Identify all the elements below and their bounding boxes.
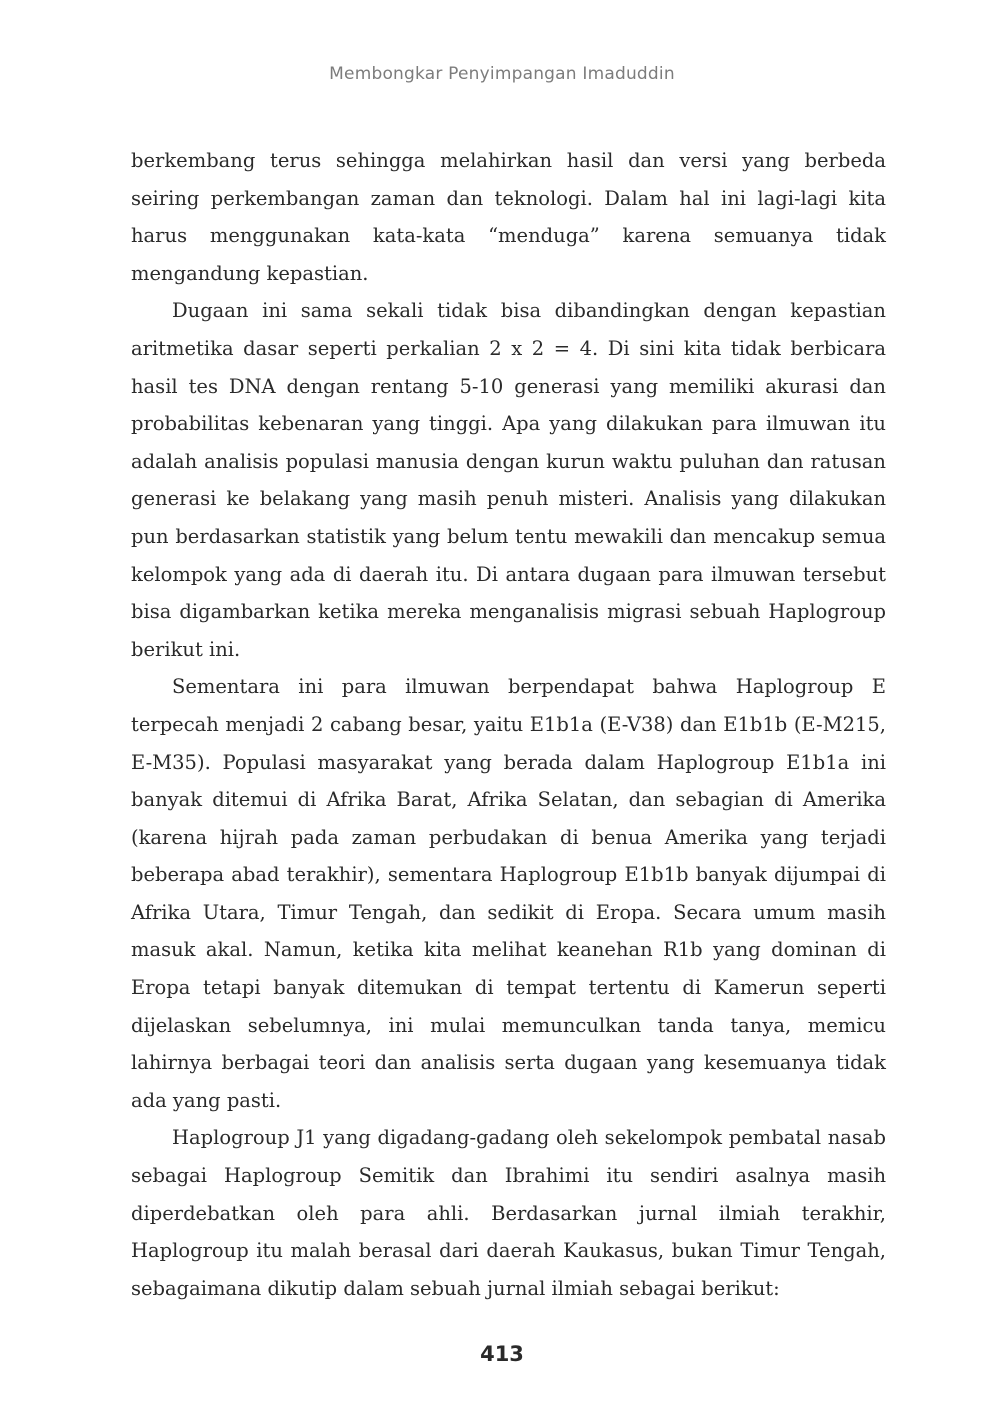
- running-header: Membongkar Penyimpangan Imaduddin: [329, 64, 675, 84]
- body-text: [131, 142, 886, 1307]
- page-number: 413: [480, 1342, 524, 1366]
- paragraph-continuation: berkembang terus sehingga melahirkan hasil dan versi yang berbeda seiring perkembangan zaman dan teknologi. Dalam hal ini lagi-lagi kita harus menggunakan kata-kata “menduga” karena semuanya tidak mengandung kepastian.: [131, 149, 886, 285]
- paragraph: Dugaan ini sama sekali tidak bisa dibandingkan dengan kepastian aritmetika dasar seperti perkalian 2 x 2 = 4. Di sini kita tidak berbicara hasil tes DNA dengan rentang 5-10 generasi yang memiliki akurasi dan probabilitas kebenaran yang tinggi. Apa yang dilakukan para ilmuwan itu adalah analisis populasi manusia dengan kurun waktu puluhan dan ratusan generasi ke belakang yang masih penuh misteri. Analisis yang dilakukan pun berdasarkan statistik yang belum tentu mewakili dan mencakup semua kelompok yang ada di daerah itu. Di antara dugaan para ilmuwan tersebut bisa digambarkan ketika mereka menganalisis migrasi sebuah Haplogroup berikut ini.: [131, 299, 886, 661]
- paragraph: Sementara ini para ilmuwan berpendapat bahwa Haplogroup E terpecah menjadi 2 cabang besar, yaitu E1b1a (E-V38) dan E1b1b (E-M215, E-M35). Populasi masyarakat yang berada dalam Haplogroup E1b1a ini banyak ditemui di Afrika Barat, Afrika Selatan, dan sebagian di Amerika (karena hijrah pada zaman perbudakan di benua Amerika yang terjadi beberapa abad terakhir), sementara Haplogroup E1b1b banyak dijumpai di Afrika Utara, Timur Tengah, dan sedikit di Eropa. Secara umum masih masuk akal. Namun, ketika kita melihat keanehan R1b yang dominan di Eropa tetapi banyak ditemukan di tempat tertentu di Kamerun seperti dijelaskan sebelumnya, ini mulai memunculkan tanda tanya, memicu lahirnya berbagai teori dan analisis serta dugaan yang kesemuanya tidak ada yang pasti.: [131, 675, 886, 1112]
- paragraph: Haplogroup J1 yang digadang-gadang oleh sekelompok pembatal nasab sebagai Haplogroup Semitik dan Ibrahimi itu sendiri asalnya masih diperdebatkan oleh para ahli. Berdasarkan jurnal ilmiah terakhir, Haplogroup itu malah berasal dari daerah Kaukasus, bukan Timur Tengah, sebagaimana dikutip dalam sebuah jurnal ilmiah sebagai berikut:: [131, 1126, 886, 1300]
